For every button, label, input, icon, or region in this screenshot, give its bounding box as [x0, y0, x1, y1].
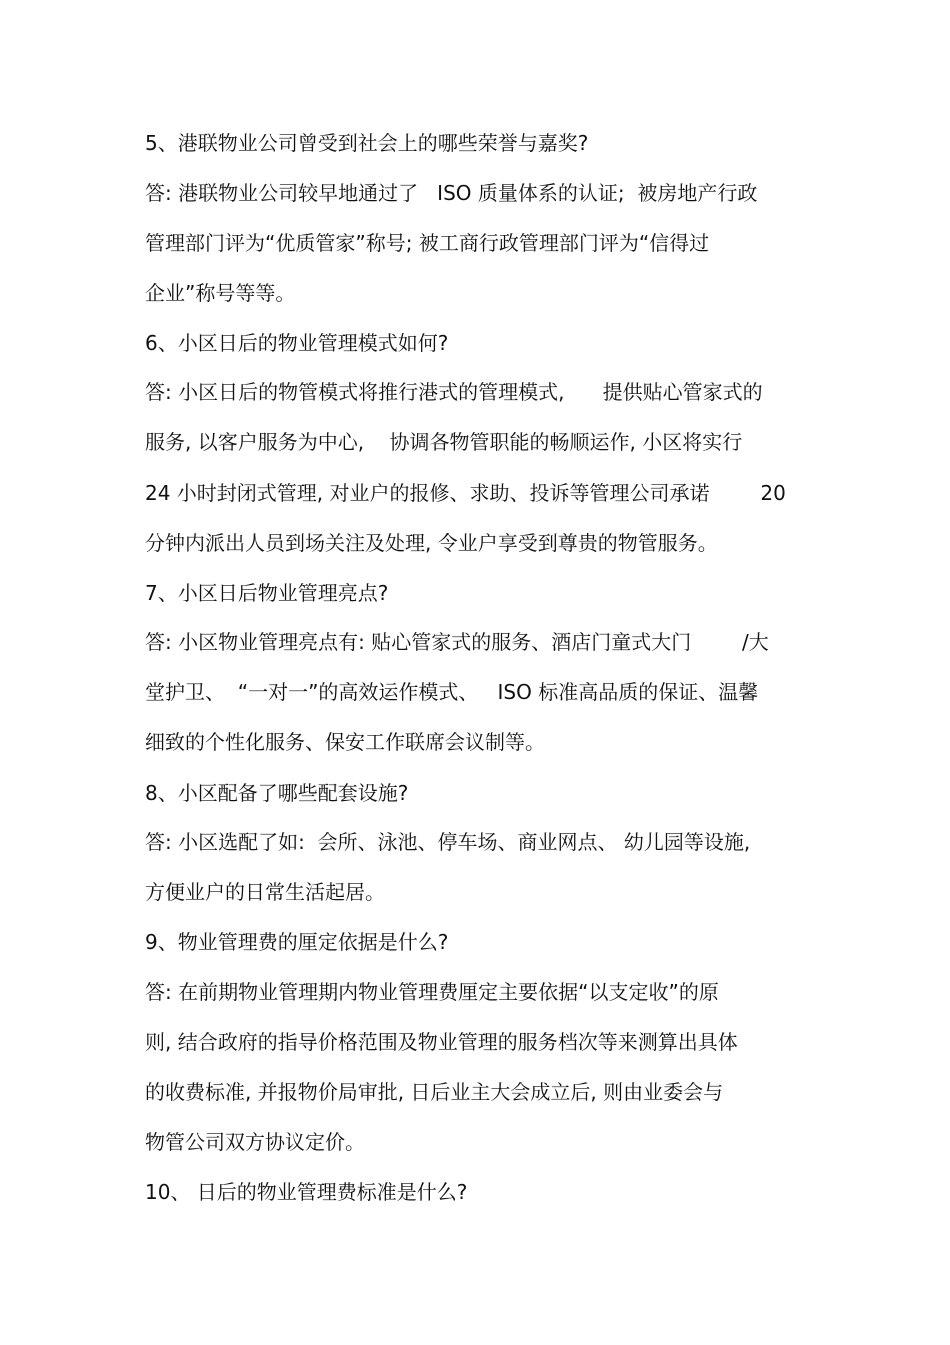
- answer-9-line-3: 的收费标准, 并报物价局审批, 日后业主大会成立后, 则由业委会与: [145, 1080, 724, 1104]
- answer-6-line-2: 服务, 以客户服务为中心, 协调各物管职能的畅顺运作, 小区将实行: [145, 430, 743, 454]
- answer-9-line-1: 答: 在前期物业管理期内物业管理费厘定主要依据“以支定收”的原: [145, 980, 719, 1004]
- answer-7-line-2: 堂护卫、 “一对一”的高效运作模式、 ISO 标准高品质的保证、温馨: [145, 680, 759, 704]
- question-5: 5、港联物业公司曾受到社会上的哪些荣誉与嘉奖?: [145, 131, 589, 155]
- answer-8-line-2: 方便业户的日常生活起居。: [145, 880, 385, 904]
- question-10: 10、 日后的物业管理费标准是什么?: [145, 1180, 468, 1204]
- answer-7-line-1: 答: 小区物业管理亮点有: 贴心管家式的服务、酒店门童式大门 /大: [145, 630, 769, 654]
- answer-6-line-1: 答: 小区日后的物管模式将推行港式的管理模式, 提供贴心管家式的: [145, 380, 763, 404]
- question-9: 9、物业管理费的厘定依据是什么?: [145, 930, 449, 954]
- answer-5-line-1: 答: 港联物业公司较早地通过了 ISO 质量体系的认证; 被房地产行政: [145, 181, 758, 205]
- answer-5-line-3: 企业”称号等等。: [145, 281, 296, 305]
- answer-7-line-3: 细致的个性化服务、保安工作联席会议制等。: [145, 730, 545, 754]
- answer-8-line-1: 答: 小区选配了如: 会所、泳池、停车场、商业网点、 幼儿园等设施,: [145, 830, 751, 854]
- question-6: 6、小区日后的物业管理模式如何?: [145, 331, 449, 355]
- question-8: 8、小区配备了哪些配套设施?: [145, 781, 409, 805]
- question-7: 7、小区日后物业管理亮点?: [145, 581, 389, 605]
- answer-9-line-4: 物管公司双方协议定价。: [145, 1130, 365, 1154]
- answer-5-line-2: 管理部门评为“优质管家”称号; 被工商行政管理部门评为“信得过: [145, 231, 710, 255]
- answer-9-line-2: 则, 结合政府的指导价格范围及物业管理的服务档次等来测算出具体: [145, 1030, 738, 1054]
- answer-6-line-3: 24 小时封闭式管理, 对业户的报修、求助、投诉等管理公司承诺 20: [145, 481, 786, 505]
- answer-6-line-4: 分钟内派出人员到场关注及处理, 令业户享受到尊贵的物管服务。: [145, 531, 718, 555]
